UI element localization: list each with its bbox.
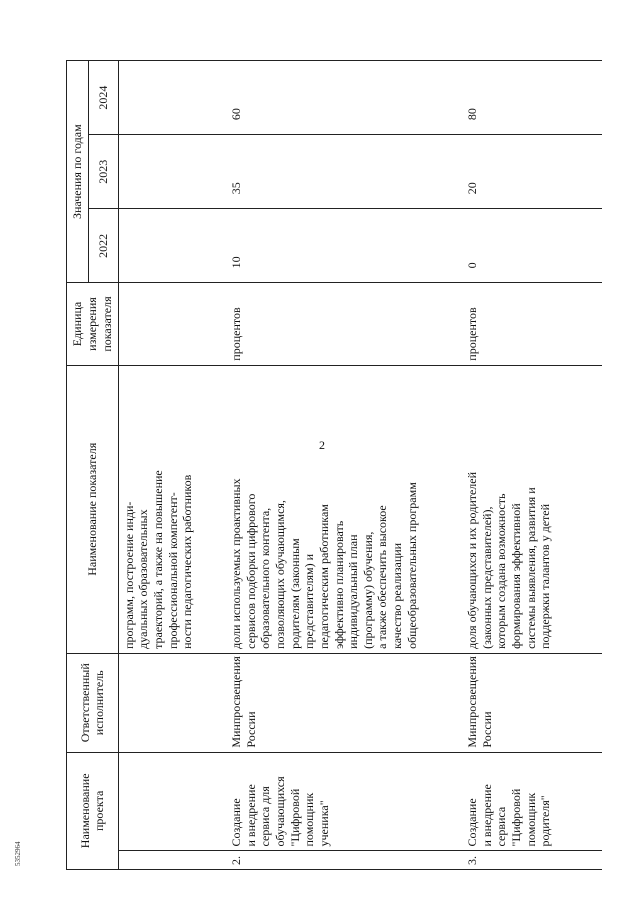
value-2024: 80 [462, 61, 602, 135]
value-2022: 10 [226, 209, 462, 283]
header-project: Наименование проекта [67, 752, 119, 869]
responsible-executor [118, 653, 226, 752]
page-number: 2 [319, 438, 325, 452]
indicator-name: доля обучающихся и их родителей (законных представителей), которым создана возможность формирования эффективной системы выявления, развития и поддержки талантов у детей [462, 365, 602, 653]
unit: процентов [462, 283, 602, 365]
indicator-name: программ, построение инди- дуальных образовательных траекторий, а также на повышение профессиональной компетент- ности педагогических работников [118, 365, 226, 653]
header-responsible: Ответственный исполнитель [67, 653, 119, 752]
header-year-2023: 2023 [88, 135, 118, 209]
document-code: 5352964 [14, 841, 22, 866]
project-name [118, 752, 226, 851]
indicator-name: доли используемых проактивных сервисов подборки цифрового образовательного контента, позволяющих обучающимся, родителям (законным представителям) и педагогическим работникам эффективно планировать индивидуальный план (программу) обучения, а также обеспечить высокое качество реализации общеобразовательных программ [226, 365, 462, 653]
indicators-table [66, 60, 602, 870]
unit [118, 283, 226, 365]
responsible-executor: Минпросвещения России [226, 653, 462, 752]
value-2023: 35 [226, 135, 462, 209]
row-number: 3. [462, 851, 602, 870]
project-name: Создание и внедрение сервиса для обучающихся "Цифровой помощник ученика" [226, 752, 462, 851]
table-row [226, 61, 462, 870]
value-2024 [118, 61, 226, 135]
value-2022: 0 [462, 209, 602, 283]
rotated-table-wrapper [66, 60, 576, 870]
table-header [67, 61, 119, 870]
header-year-2024: 2024 [88, 61, 118, 135]
header-unit: Единица измерения показателя [67, 283, 119, 365]
row-number: 2. [226, 851, 462, 870]
header-indicator: Наименование показателя [67, 365, 119, 653]
value-2023: 20 [462, 135, 602, 209]
value-2022 [118, 209, 226, 283]
table-row [118, 61, 226, 870]
project-name: Создание и внедрение сервиса "Цифровой помощник родителя" [462, 752, 602, 851]
header-year-2022: 2022 [88, 209, 118, 283]
row-number [118, 851, 226, 870]
header-values-by-year: Значения по годам [67, 61, 89, 283]
responsible-executor: Минпросвещения России [462, 653, 602, 752]
value-2024: 60 [226, 61, 462, 135]
value-2023 [118, 135, 226, 209]
table-row [462, 61, 602, 870]
unit: процентов [226, 283, 462, 365]
